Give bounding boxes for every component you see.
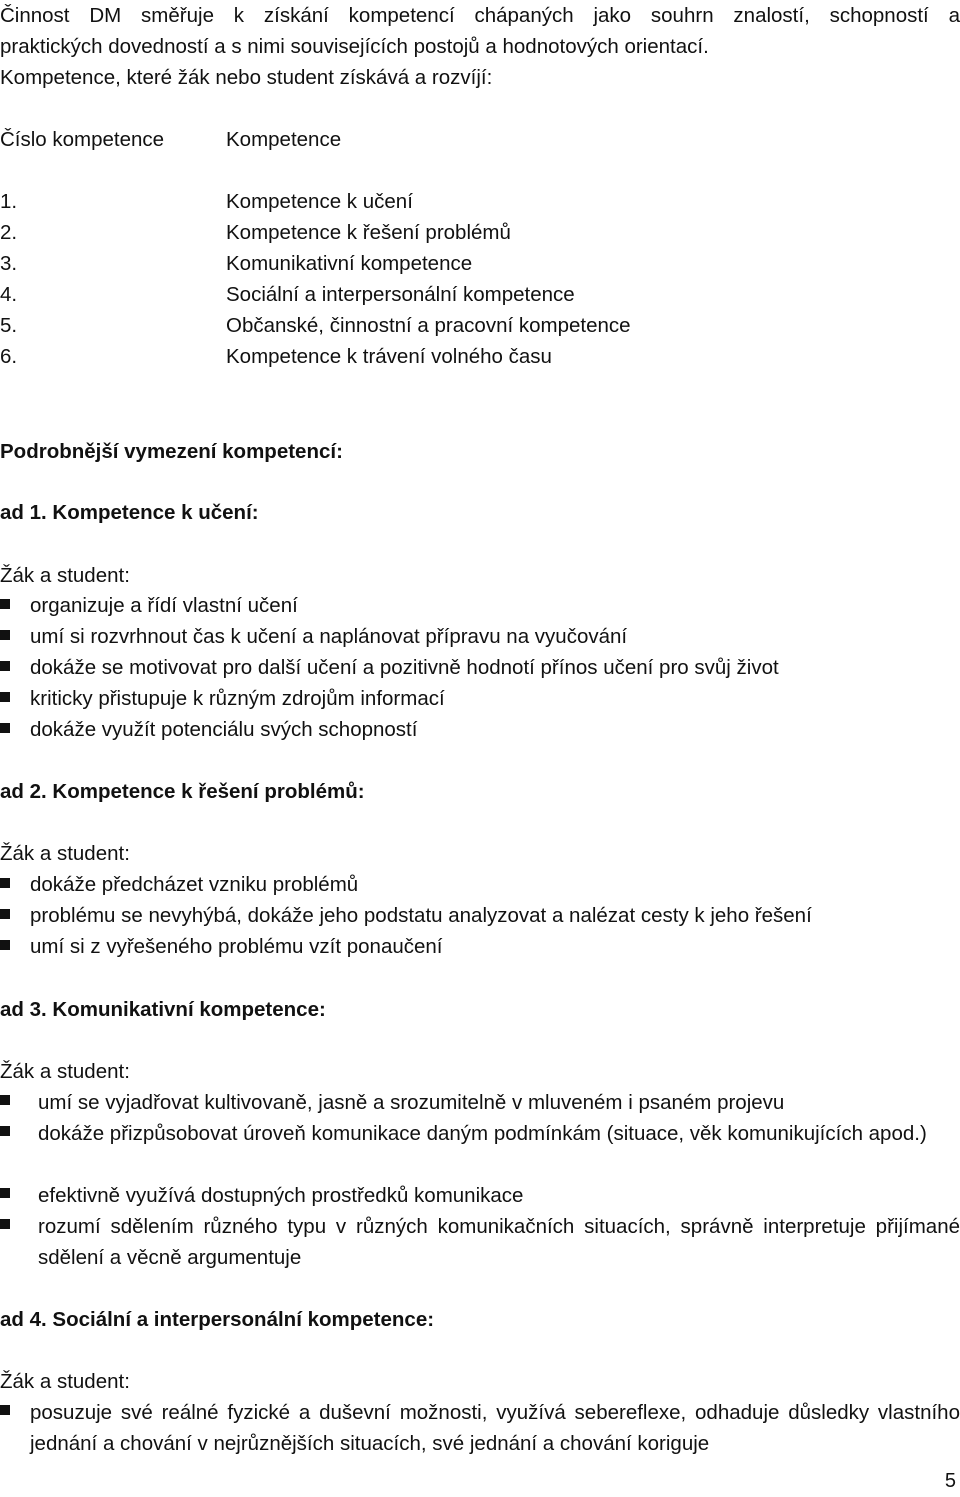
section-heading: ad 3. Komunikativní kompetence: bbox=[0, 998, 326, 1021]
bullet-square-icon bbox=[0, 630, 10, 640]
list-item: umí si rozvrhnout čas k učení a naplánovat přípravu na vyučování bbox=[30, 625, 628, 648]
section-subject: Žák a student: bbox=[0, 1370, 130, 1393]
list-item: dokáže předcházet vzniku problémů bbox=[30, 873, 359, 896]
list-item: kriticky přistupuje k různým zdrojům informací bbox=[30, 687, 445, 710]
bullet-square-icon bbox=[0, 599, 10, 609]
list-item: dokáže přizpůsobovat úroveň komunikace daným podmínkám (situace, věk komunikujících apod.) bbox=[38, 1122, 927, 1145]
header-name: Kompetence bbox=[226, 128, 342, 151]
list-item: problému se nevyhýbá, dokáže jeho podstatu analyzovat a nalézat cesty k jeho řešení bbox=[30, 904, 812, 927]
section-subject: Žák a student: bbox=[0, 1060, 130, 1083]
section-subject: Žák a student: bbox=[0, 842, 130, 865]
row-name: Kompetence k učení bbox=[226, 190, 413, 213]
intro-line-2: praktických dovedností a s nimi souvisejících postojů a hodnotových orientací. bbox=[0, 35, 709, 58]
row-number: 3. bbox=[0, 252, 18, 275]
bullet-square-icon bbox=[0, 723, 10, 733]
list-item: umí se vyjadřovat kultivovaně, jasně a srozumitelně v mluveném i psaném projevu bbox=[38, 1091, 785, 1114]
list-item: organizuje a řídí vlastní učení bbox=[30, 594, 298, 617]
intro-line-1: Činnost DM směřuje k získání kompetencí chápaných jako souhrn znalostí, schopností a bbox=[0, 4, 960, 27]
section-heading: ad 2. Kompetence k řešení problémů: bbox=[0, 780, 365, 803]
bullet-square-icon bbox=[0, 878, 10, 888]
bullet-square-icon bbox=[0, 692, 10, 702]
bullet-square-icon bbox=[0, 1095, 10, 1105]
row-name: Sociální a interpersonální kompetence bbox=[226, 283, 575, 306]
list-item: dokáže využít potenciálu svých schopností bbox=[30, 718, 418, 741]
list-item: posuzuje své reálné fyzické a duševní možnosti, využívá sebereflexe, odhaduje důsledky vlastního jednání a chování v nejrůznějších situacích, své jednání a chování koriguje bbox=[30, 1401, 960, 1455]
list-item: efektivně využívá dostupných prostředků komunikace bbox=[38, 1184, 524, 1207]
bullet-square-icon bbox=[0, 661, 10, 671]
row-name: Kompetence k trávení volného času bbox=[226, 345, 552, 368]
row-name: Kompetence k řešení problémů bbox=[226, 221, 511, 244]
row-name: Občanské, činnostní a pracovní kompetence bbox=[226, 314, 631, 337]
intro-line-3: Kompetence, které žák nebo student získává a rozvíjí: bbox=[0, 66, 493, 89]
section-heading: ad 1. Kompetence k učení: bbox=[0, 501, 259, 524]
bullet-square-icon bbox=[0, 909, 10, 919]
row-number: 1. bbox=[0, 190, 18, 213]
row-name: Komunikativní kompetence bbox=[226, 252, 473, 275]
section-subject: Žák a student: bbox=[0, 564, 130, 587]
row-number: 5. bbox=[0, 314, 18, 337]
row-number: 6. bbox=[0, 345, 18, 368]
section-heading: ad 4. Sociální a interpersonální kompetence: bbox=[0, 1308, 435, 1331]
list-item: dokáže se motivovat pro další učení a pozitivně hodnotí přínos učení pro svůj život bbox=[30, 656, 779, 679]
list-item: umí si z vyřešeného problému vzít ponaučení bbox=[30, 935, 443, 958]
list-item: rozumí sdělením různého typu v různých komunikačních situacích, správně interpretuje přijímané sdělení a věcně argumentuje bbox=[38, 1215, 960, 1269]
bullet-square-icon bbox=[0, 1219, 10, 1229]
row-number: 2. bbox=[0, 221, 18, 244]
bullet-square-icon bbox=[0, 1405, 10, 1415]
bullet-square-icon bbox=[0, 1188, 10, 1198]
bullet-square-icon bbox=[0, 1126, 10, 1136]
bullet-square-icon bbox=[0, 940, 10, 950]
row-number: 4. bbox=[0, 283, 18, 306]
detail-heading: Podrobnější vymezení kompetencí: bbox=[0, 440, 343, 463]
header-number: Číslo kompetence bbox=[0, 128, 165, 151]
page-number: 5 bbox=[944, 1470, 956, 1492]
